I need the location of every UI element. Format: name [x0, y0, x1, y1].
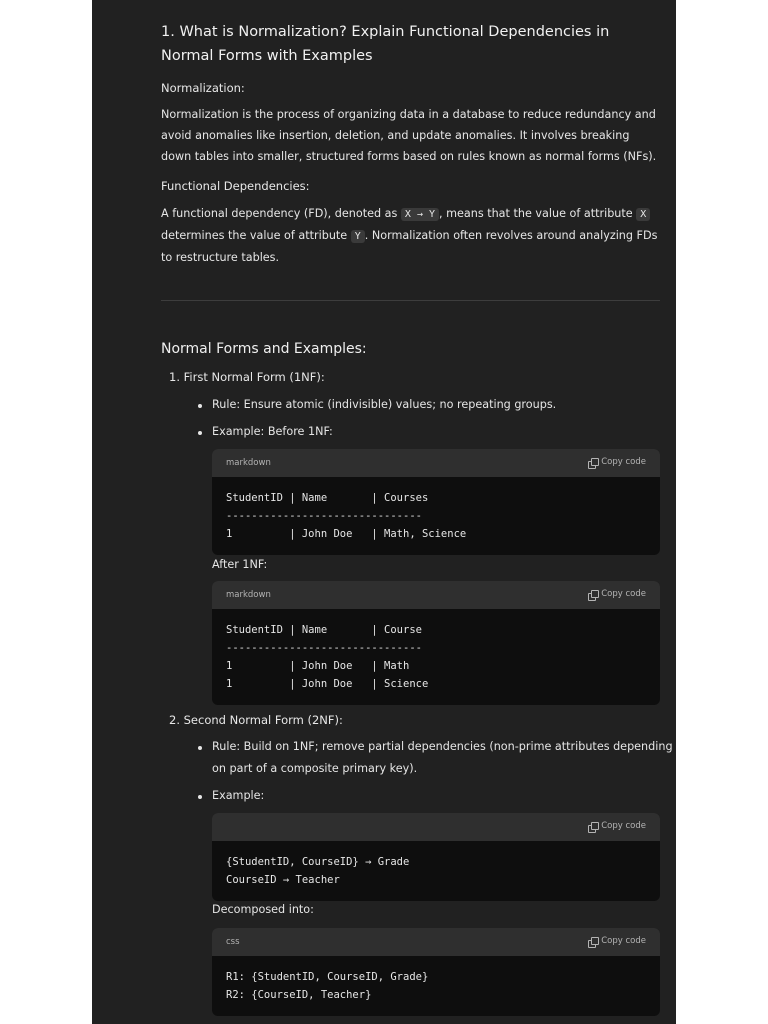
nf2-heading: 2. Second Normal Form (2NF):	[169, 713, 343, 727]
bullet-dot	[198, 404, 202, 408]
code-block-before-1nf	[212, 449, 660, 555]
fd-code-xy: X → Y	[401, 208, 439, 221]
code-body	[212, 609, 660, 705]
copy-icon	[588, 937, 597, 946]
code-header	[212, 813, 660, 841]
code-line: CourseID → Teacher	[226, 874, 340, 886]
copy-code-button[interactable]	[588, 457, 646, 467]
code-line: {StudentID, CourseID} → Grade	[226, 856, 410, 868]
fd-code-x: X	[636, 208, 650, 221]
fd-text-a: A functional dependency (FD), denoted as	[161, 207, 401, 220]
code-line: 1 | John Doe | Science	[226, 678, 429, 690]
code-header	[212, 581, 660, 609]
section-title: Normal Forms and Examples:	[161, 341, 367, 357]
code-body	[212, 477, 660, 555]
copy-code-button[interactable]	[588, 936, 646, 946]
copy-code-label: Copy code	[601, 457, 646, 467]
code-line: StudentID | Name | Courses	[226, 492, 429, 504]
code-language: css	[226, 937, 240, 947]
code-language: markdown	[226, 590, 271, 600]
copy-icon	[588, 590, 597, 599]
message-title: 1. What is Normalization? Explain Functional Dependencies in Normal Forms with Examples	[161, 24, 610, 64]
chat-panel	[92, 0, 676, 1024]
code-header	[212, 449, 660, 477]
copy-code-button[interactable]	[588, 821, 646, 831]
after-1nf-label: After 1NF:	[212, 558, 268, 571]
code-line: -------------------------------	[226, 510, 422, 522]
copy-code-label: Copy code	[601, 936, 646, 946]
copy-icon	[588, 822, 597, 831]
code-line: -------------------------------	[226, 642, 422, 654]
code-block-decomposed	[212, 928, 660, 1016]
code-line: R1: {StudentID, CourseID, Grade}	[226, 971, 429, 983]
code-body	[212, 841, 660, 901]
decomposed-label: Decomposed into:	[212, 903, 314, 916]
fd-text-b: , means that the value of attribute	[438, 207, 637, 220]
code-line: 1 | John Doe | Math	[226, 660, 410, 672]
normalization-text: Normalization is the process of organizing data in a database to reduce redundancy and avoid anomalies like insertion, deletion, and update anomalies. It involves breaking down tables into smaller, structured forms based on rules known as normal forms (NFs).	[161, 108, 657, 163]
nf1-example: Example: Before 1NF:	[212, 425, 333, 438]
nf2-example: Example:	[212, 789, 265, 802]
code-block-after-1nf	[212, 581, 660, 705]
fd-text-c: determines the value of attribute	[161, 229, 351, 242]
code-line: StudentID | Name | Course	[226, 624, 422, 636]
copy-code-button[interactable]	[588, 589, 646, 599]
copy-code-label: Copy code	[601, 589, 646, 599]
normalization-heading: Normalization:	[161, 81, 245, 95]
nf1-rule: Rule: Ensure atomic (indivisible) values; no repeating groups.	[212, 398, 557, 411]
nf1-heading: 1. First Normal Form (1NF):	[169, 370, 325, 384]
section-divider	[161, 300, 660, 301]
bullet-dot	[198, 431, 202, 435]
copy-code-label: Copy code	[601, 821, 646, 831]
fd-code-y: Y	[351, 230, 365, 243]
code-block-fds	[212, 813, 660, 901]
nf2-rule-line1: Rule: Build on 1NF; remove partial dependencies (non-prime attributes depending	[212, 740, 673, 753]
code-line: R2: {CourseID, Teacher}	[226, 989, 372, 1001]
nf2-rule-line2: on part of a composite primary key).	[212, 762, 418, 775]
bullet-dot	[198, 795, 202, 799]
code-language: markdown	[226, 458, 271, 468]
fd-paragraph	[161, 203, 659, 268]
code-line: 1 | John Doe | Math, Science	[226, 528, 467, 540]
copy-icon	[588, 458, 597, 467]
bullet-dot	[198, 746, 202, 750]
fd-text-d: . Normalization often revolves around analyzing FDs to restructure tables.	[161, 229, 658, 264]
code-body	[212, 956, 660, 1016]
fd-heading: Functional Dependencies:	[161, 179, 310, 193]
code-header	[212, 928, 660, 956]
